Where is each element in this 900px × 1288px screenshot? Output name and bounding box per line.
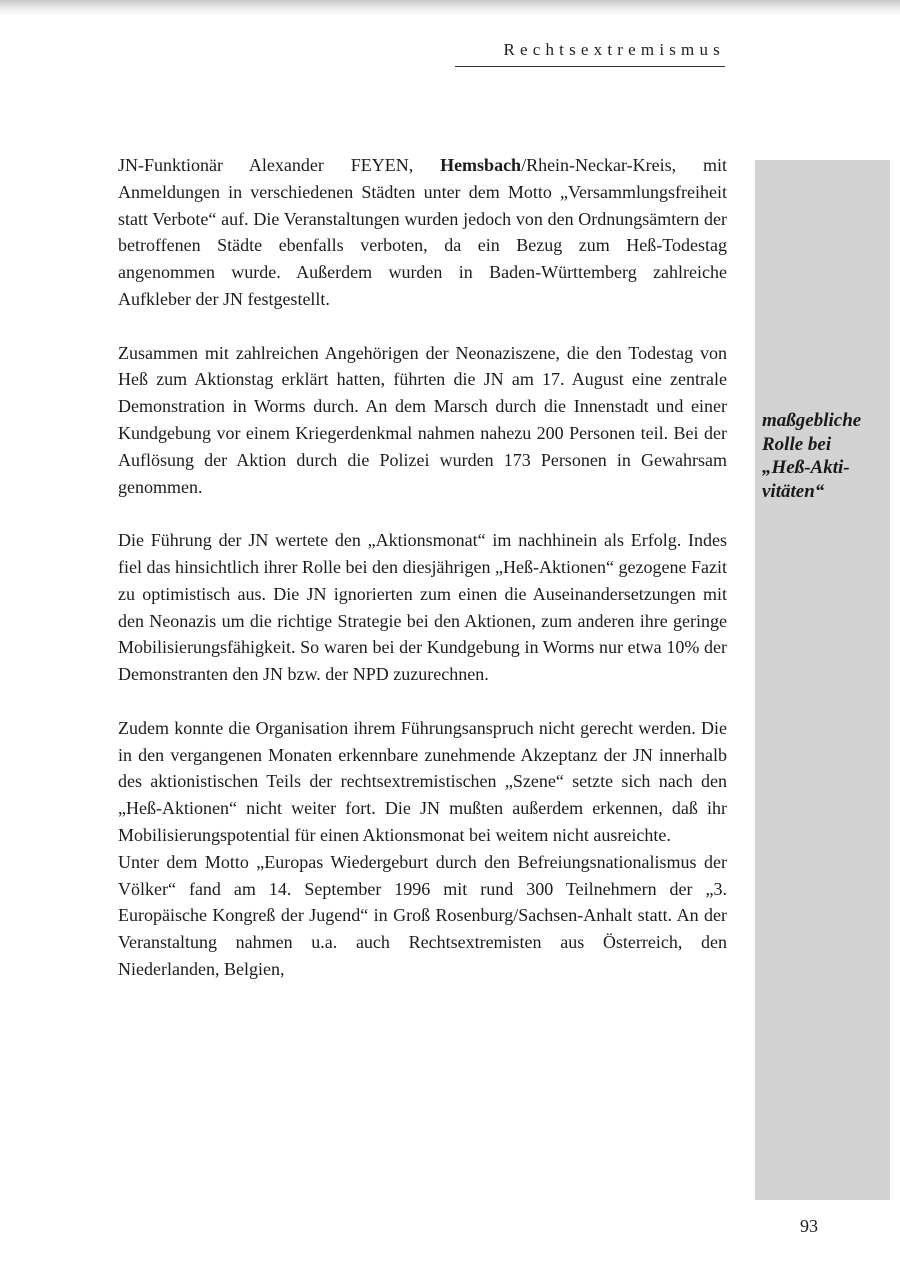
paragraph-2: Zusammen mit zahlreichen Angehörigen der Neonaziszene, die den Todestag von Heß zum Aktionstag erklärt hatten, führten die JN am 17. August eine zentrale Demonstration in Worms durch. An dem Marsch durch die Innenstadt und einer Kundgebung vor einem Kriegerdenkmal nahmen nahezu 200 Personen teil. Bei der Auflösung der Aktion durch die Polizei wurden 173 Personen in Gewahrsam genommen. xyxy=(118,342,727,497)
margin-note-line: Rolle bei xyxy=(762,433,832,455)
paragraph-3: Die Führung der JN wertete den „Aktionsmonat“ im nachhinein als Erfolg. Indes fiel das hinsichtlich ihrer Rolle bei den diesjährigen „Heß-Aktionen“ gezogene Fazit zu optimistisch aus. Die JN ignorierten zum einen die Auseinandersetzungen mit den Neonazis um die richtige Strategie bei den Aktionen, zum anderen ihre geringe Mobilisierungsfähigkeit. So waren bei der Kundgebung in Worms nur etwa 10% der Demonstranten den JN bzw. der NPD zuzurechnen. xyxy=(118,530,727,685)
running-header: Rechtsextremismus xyxy=(503,40,725,59)
paragraph-4: Zudem konnte die Organisation ihrem Führungsanspruch nicht gerecht werden. Die in den vergangenen Monaten erkennbare zunehmende Akzeptanz der JN innerhalb des aktionistischen Teils der rechtsextremistischen „Szene“ setzte sich nach den „Heß-Aktionen“ nicht weiter fort. Die JN mußten außerdem erkennen, daß ihr Mobilisierungspotential für einen Aktionsmonat bei weitem nicht ausreichte. xyxy=(118,717,727,845)
header-rule xyxy=(455,66,725,67)
margin-note-line: „Heß-Akti- xyxy=(762,457,850,478)
page-number: 93 xyxy=(800,1216,818,1236)
paragraph-1 xyxy=(118,152,727,313)
paragraph-5: Unter dem Motto „Europas Wiedergeburt durch den Befreiungsnationalismus der Völker“ fand am 14. September 1996 mit rund 300 Teilnehmern der „3. Europäische Kongreß der Jugend“ in Groß Rosenburg/Sachsen-Anhalt statt. An der Veranstaltung nahmen u.a. auch Rechtsextremisten aus Österreich, den Niederlanden, Belgien, xyxy=(118,851,727,979)
margin-note xyxy=(762,409,890,503)
margin-note-line: maßgebliche xyxy=(762,410,862,431)
paragraph-1-lead: JN-Funktionär Alexander FEYEN, xyxy=(118,155,441,175)
margin-band xyxy=(755,160,890,1200)
paragraph-1-rest: /Rhein-Neckar-Kreis, mit Anmeldungen in verschiedenen Städten unter dem Motto „Versammlungsfreiheit statt Verbote“ auf. Die Veranstaltungen wurden jedoch von den Ordnungsämtern der betroffenen Städte ebenfalls verboten, da ein Bezug zum Heß-Todestag angenommen wurde. Außerdem wurden in Baden-Württemberg zahlreiche Aufkleber der JN festgestellt. xyxy=(118,155,728,309)
body-text xyxy=(118,152,727,983)
scan-edge-shadow xyxy=(0,0,900,16)
margin-note-line: vitäten“ xyxy=(762,480,825,502)
place-name-bold: Hemsbach xyxy=(440,155,522,175)
